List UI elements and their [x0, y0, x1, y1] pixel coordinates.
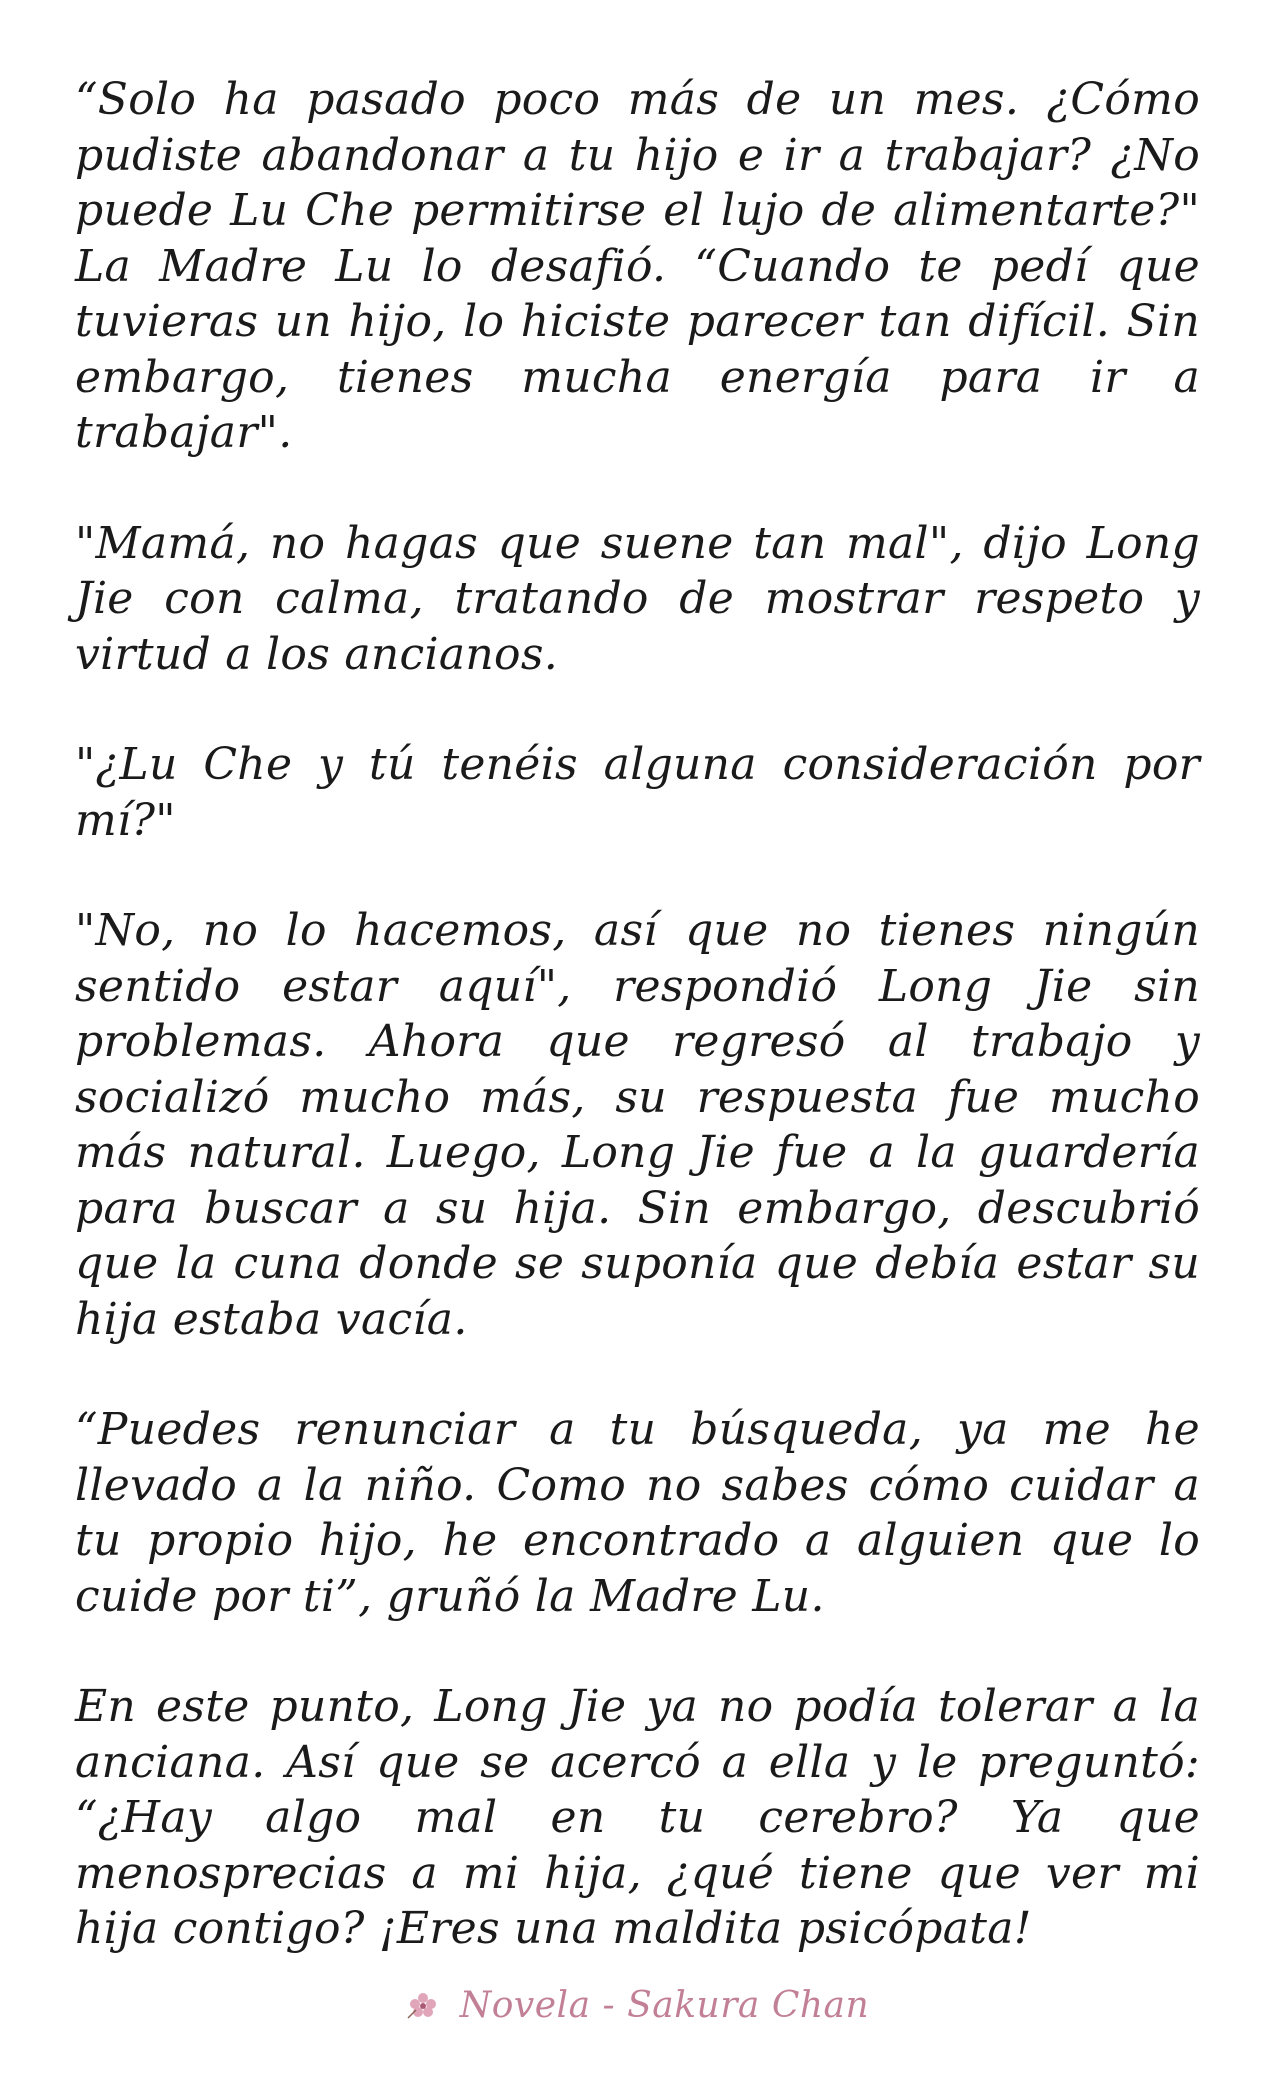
- paragraph-4: "No, no lo hacemos, así que no tienes ningún sentido estar aquí", respondió Long Jie sin problemas. Ahora que regresó al trabajo y socializó mucho más, su respuesta fue mucho más natural. Luego, Long Jie fue a la guardería para buscar a su hija. Sin embargo, descubrió que la cuna donde se suponía que debía estar su hija estaba vacía.: [75, 905, 1200, 1345]
- paragraph-6: En este punto, Long Jie ya no podía tolerar a la anciana. Así que se acercó a ella y le preguntó: “¿Hay algo mal en tu cerebro? Ya que menosprecias a mi hija, ¿qué tiene que ver mi hija contigo? ¡Eres una maldita psicópata!: [75, 1681, 1200, 1954]
- paragraph-5: “Puedes renunciar a tu búsqueda, ya me he llevado a la niño. Como no sabes cómo cuidar a tu propio hijo, he encontrado a alguien que lo cuide por ti”, gruñó la Madre Lu.: [75, 1404, 1200, 1622]
- watermark: [0, 1985, 1275, 2026]
- sakura-flower-icon: [406, 1990, 440, 2020]
- paragraph-1: “Solo ha pasado poco más de un mes. ¿Cómo pudiste abandonar a tu hijo e ir a trabajar? ¿No puede Lu Che permitirse el lujo de alimentarte?" La Madre Lu lo desafió. “Cuando te pedí que tuvieras un hijo, lo hiciste parecer tan difícil. Sin embargo, tienes mucha energía para ir a trabajar".: [75, 74, 1200, 458]
- watermark-text: Novela - Sakura Chan: [459, 1985, 870, 2026]
- chapter-text: [75, 72, 1200, 2012]
- paragraph-3: "¿Lu Che y tú tenéis alguna consideración por mí?": [75, 739, 1200, 846]
- paragraph-2: "Mamá, no hagas que suene tan mal", dijo Long Jie con calma, tratando de mostrar respeto y virtud a los ancianos.: [75, 517, 1200, 680]
